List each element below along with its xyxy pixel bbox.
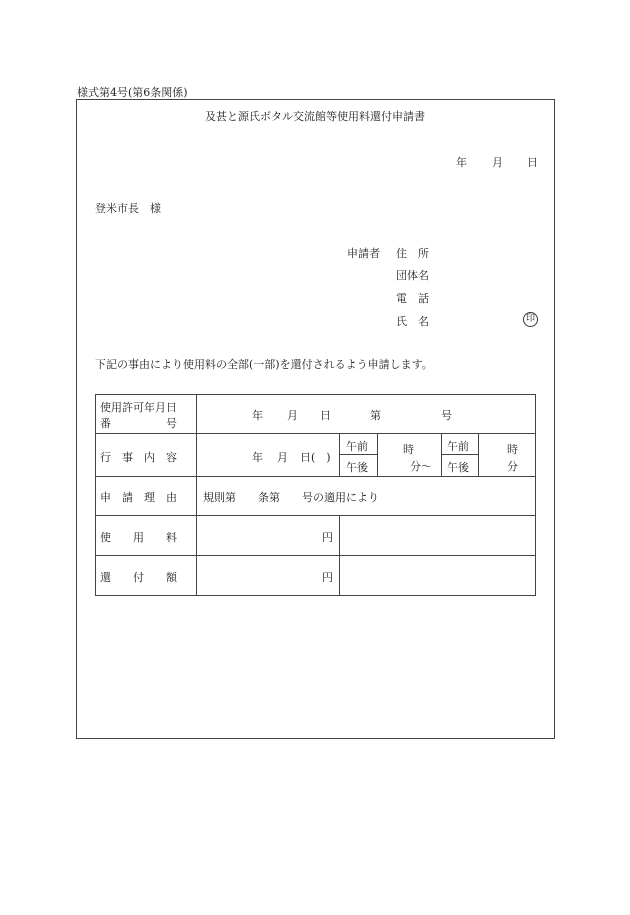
am-label-end: 午前 [447, 440, 469, 453]
reason-text: 規則第 条第 号の適用により [203, 491, 379, 504]
pm-label-end: 午後 [447, 461, 469, 474]
applicant-organization-label: 団体名 [396, 269, 429, 282]
applicant-name-label: 氏 名 [396, 315, 429, 328]
addressee: 登米市長 様 [95, 202, 161, 215]
date-day-label: 日 [527, 156, 538, 169]
applicant-phone-label: 電 話 [396, 292, 429, 305]
permit-date-label: 使用許可年月日 [100, 401, 177, 414]
start-minute-label: 分〜 [410, 460, 432, 473]
applicant-address-label: 住 所 [396, 247, 429, 260]
reason-label: 申 請 理 由 [100, 491, 177, 504]
end-hour-label: 時 [507, 443, 518, 456]
event-content-label: 行 事 内 容 [100, 451, 177, 464]
permit-no-suffix: 号 [441, 409, 452, 422]
form-number: 様式第4号(第6条関係) [77, 86, 188, 99]
pm-label-start: 午後 [346, 461, 368, 474]
end-minute-label: 分 [507, 460, 518, 473]
permit-number-label: 番 号 [100, 417, 177, 430]
start-hour-label: 時 [403, 443, 414, 456]
event-day-label: 日( ) [300, 451, 331, 464]
fee-label: 使 用 料 [100, 531, 177, 544]
am-label-start: 午前 [346, 440, 368, 453]
permit-no-prefix: 第 [370, 409, 381, 422]
date-month-label: 月 [492, 156, 503, 169]
seal-mark: 印 [523, 312, 538, 327]
event-month-label: 月 [277, 451, 288, 464]
statement-text: 下記の事由により使用料の全部(一部)を還付されるよう申請します。 [95, 358, 433, 371]
event-year-label: 年 [252, 451, 263, 464]
permit-year-label: 年 [252, 409, 263, 422]
permit-day-label: 日 [320, 409, 331, 422]
fee-unit: 円 [322, 531, 333, 544]
refund-unit: 円 [322, 571, 333, 584]
form-title: 及甚と源氏ボタル交流館等使用料還付申請書 [205, 110, 425, 123]
refund-label: 還 付 額 [100, 571, 177, 584]
date-year-label: 年 [456, 156, 467, 169]
permit-month-label: 月 [287, 409, 298, 422]
applicant-label: 申請者 [347, 247, 380, 260]
